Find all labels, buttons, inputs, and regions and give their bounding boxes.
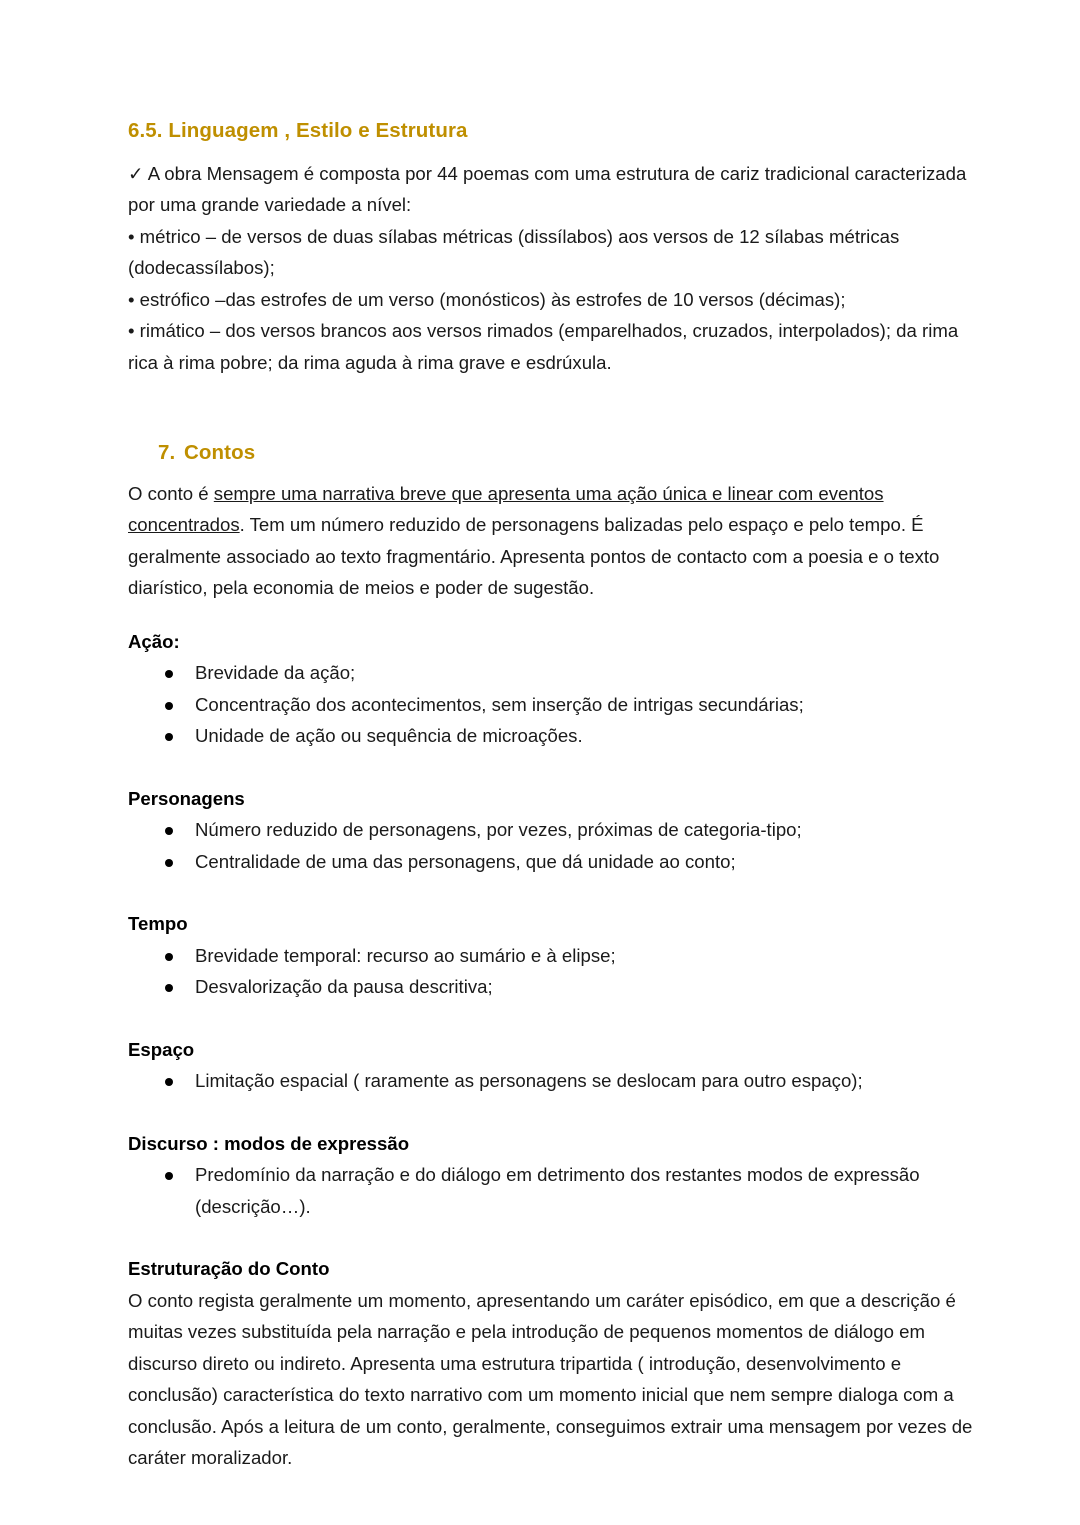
group-list-espaco (128, 1065, 980, 1097)
section-6-5-bullet-estrofico: • estrófico –das estrofes de um verso (monósticos) às estrofes de 10 versos (décimas); (128, 288, 846, 310)
check-icon: ✓ (128, 162, 144, 184)
intro-before-underline: O conto é (128, 482, 214, 504)
group-label-tempo: Tempo (128, 913, 188, 935)
group-label-estruturacao: Estruturação do Conto (128, 1258, 330, 1280)
section-7-number: 7. (158, 441, 176, 465)
group-label-acao: Ação: (128, 630, 180, 652)
list-item: Número reduzido de personagens, por vezes, próximas de categoria-tipo; (128, 814, 980, 846)
spacer-before-section-7 (128, 378, 980, 440)
spacer-before-personagens (128, 752, 980, 783)
list-item: Desvalorização da pausa descritiva; (128, 971, 980, 1003)
estruturacao-body-paragraph: O conto regista geralmente um momento, apresentando um caráter episódico, em que a descrição é muitas vezes substituída pela narração e pela introdução de pequenos momentos de diálogo em discurso direto ou indireto. Apresenta uma estrutura tripartida ( introdução, desenvolvimento e conclusão) característica do texto narrativo com um momento inicial que nem sempre dialoga com a conclusão. Após a leitura de um conto, geralmente, conseguimos extrair uma mensagem por vezes de caráter moralizador. (128, 1289, 973, 1469)
group-label-espaco: Espaço (128, 1038, 195, 1060)
section-7-title: Contos (184, 441, 256, 465)
list-item: Centralidade de uma das personagens, que dá unidade ao conto; (128, 846, 980, 878)
list-item: Unidade de ação ou sequência de microações. (128, 720, 980, 752)
spacer-before-estruturacao (128, 1222, 980, 1253)
list-item: Predomínio da narração e do diálogo em detrimento dos restantes modos de expressão (descrição…). (128, 1159, 980, 1222)
spacer-before-tempo (128, 877, 980, 908)
spacer-before-acao (128, 604, 980, 626)
group-list-discurso (128, 1159, 980, 1222)
section-7-intro-paragraph (128, 478, 980, 604)
intro-underlined-definition: sempre uma narrativa breve que apresenta uma ação única e linear com eventos concentrados (128, 482, 884, 536)
intro-after-underline: . Tem um número reduzido de personagens balizadas pelo espaço e pelo tempo. É geralmente associado ao texto fragmentário. Apresenta pontos de contacto com a poesia e o texto diarístico, pela economia de meios e poder de sugestão. (128, 514, 940, 599)
section-6-5-bullet-metrico: • métrico – de versos de duas sílabas métricas (dissílabos) aos versos de 12 sílabas métricas (dodecassílabos); (128, 225, 900, 279)
group-list-personagens (128, 814, 980, 877)
section-6-5-intro-line-1: A obra Mensagem é composta por 44 poemas com uma estrutura de cariz tradicional (147, 162, 850, 184)
section-heading-7 (158, 440, 980, 466)
group-list-acao (128, 657, 980, 752)
list-item: Brevidade temporal: recurso ao sumário e à elipse; (128, 940, 980, 972)
section-heading-6-5: 6.5. Linguagem , Estilo e Estrutura (128, 119, 468, 142)
group-label-discurso: Discurso : modos de expressão (128, 1132, 410, 1154)
group-label-personagens: Personagens (128, 787, 245, 809)
group-list-tempo (128, 940, 980, 1003)
spacer-before-discurso (128, 1097, 980, 1128)
list-item: Concentração dos acontecimentos, sem inserção de intrigas secundárias; (128, 689, 980, 721)
list-item: Limitação espacial ( raramente as personagens se deslocam para outro espaço); (128, 1065, 980, 1097)
section-6-5-intro-line-2: caracterizada por uma grande variedade a nível: (128, 162, 967, 216)
section-6-5-intro (128, 158, 980, 221)
list-item: Brevidade da ação; (128, 657, 980, 689)
spacer-before-espaco (128, 1003, 980, 1034)
section-6-5-bullet-rimatico: • rimático – dos versos brancos aos versos rimados (emparelhados, cruzados, interpolados); da rima rica à rima pobre; da rima aguda à rima grave e esdrúxula. (128, 320, 959, 373)
